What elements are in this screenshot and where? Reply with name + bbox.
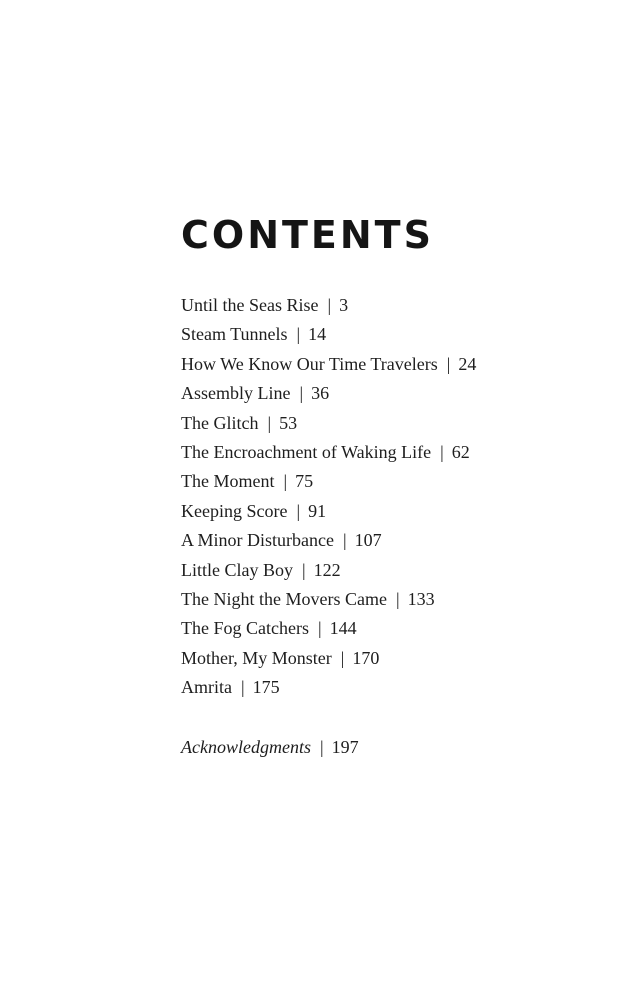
entry-page: 53 [279,412,298,433]
entry-separator: | [302,559,306,580]
entry-separator: | [342,530,347,551]
table-of-contents [181,291,476,702]
toc-entry [181,556,476,585]
toc-entry [181,673,476,702]
entry-separator: | [395,588,400,609]
entry-title: Little Clay Boy [181,559,293,580]
toc-entry [181,379,476,408]
entry-separator: | [299,383,304,404]
entry-separator: | [440,441,444,462]
entry-separator: | [241,677,245,698]
entry-page: 62 [451,441,470,462]
entry-page: 133 [407,588,435,609]
entry-title: The Night the Movers Came [181,588,387,609]
toc-entry [181,438,476,467]
entry-title: Amrita [181,677,232,698]
entry-separator: | [317,618,322,639]
entry-separator: | [446,353,451,374]
entry-title: How We Know Our Time Travelers [181,353,438,374]
entry-page: 3 [339,295,349,315]
toc-entry [181,291,476,320]
entry-page: 175 [252,677,280,698]
entry-page: 144 [329,618,357,639]
entry-separator: | [296,500,301,521]
entry-title: Mother, My Monster [181,647,332,668]
toc-entry [181,526,476,555]
acknowledgments-entry [181,733,359,762]
entry-separator: | [296,324,301,345]
toc-entry [181,497,476,526]
toc-entry [181,614,476,643]
toc-entry [181,585,476,614]
entry-page: 122 [313,559,341,580]
entry-title: The Fog Catchers [181,618,309,639]
entry-page: 24 [458,353,477,374]
toc-entry [181,467,476,496]
toc-entry [181,644,476,673]
entry-separator: | [319,737,324,757]
entry-title: The Glitch [181,412,259,433]
toc-entry [181,350,476,379]
entry-separator: | [327,295,332,315]
entry-title: A Minor Disturbance [181,530,334,551]
entry-separator: | [340,647,345,668]
entry-separator: | [267,412,272,433]
entry-page: 14 [308,324,327,345]
entry-title: Steam Tunnels [181,324,288,345]
toc-entry [181,409,476,438]
entry-page: 107 [354,530,382,551]
entry-title: The Encroachment of Waking Life [181,441,432,462]
entry-title: The Moment [181,471,275,492]
acknowledgments-title: Acknowledgments [181,737,311,757]
entry-separator: | [283,471,288,492]
entry-page: 170 [352,647,380,668]
page-title: CONTENTS [181,213,434,257]
entry-page: 75 [295,471,314,492]
entry-page: 91 [308,500,327,521]
toc-entry [181,320,476,349]
entry-title: Keeping Score [181,500,288,521]
entry-title: Assembly Line [181,383,291,404]
entry-page: 36 [311,383,330,404]
acknowledgments-page: 197 [331,737,359,757]
entry-title: Until the Seas Rise [181,295,319,315]
